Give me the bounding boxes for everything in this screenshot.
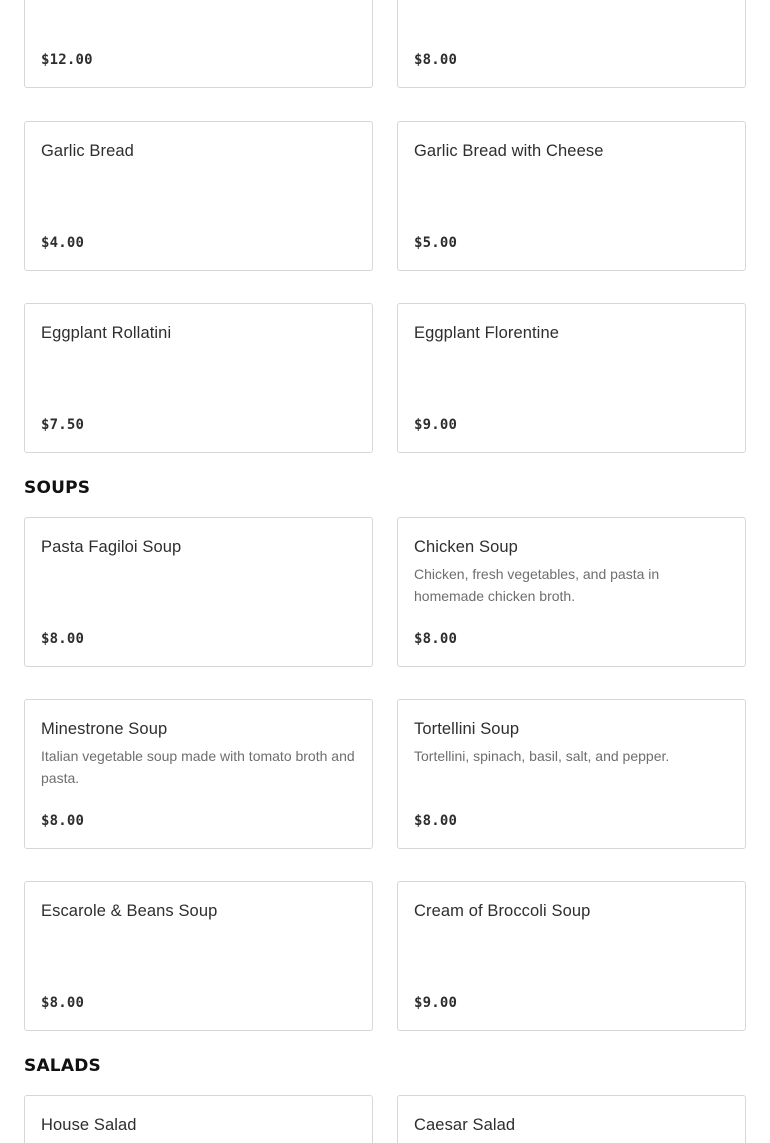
menu-item-card[interactable] <box>24 121 373 271</box>
menu-item-card[interactable] <box>24 699 373 849</box>
item-name: Pasta Fagiloi Soup <box>41 538 182 556</box>
menu-item-card[interactable] <box>24 0 373 88</box>
item-price: $8.00 <box>414 813 458 829</box>
item-name: Escarole & Beans Soup <box>41 902 218 920</box>
menu-item-card[interactable] <box>24 1095 373 1143</box>
item-description: Chicken, fresh vegetables, and pasta in homemade chicken broth. <box>414 566 660 604</box>
item-price: $8.00 <box>414 52 458 68</box>
item-name: Minestrone Soup <box>41 720 168 738</box>
menu-item-card[interactable] <box>397 517 746 667</box>
item-name: Cream of Broccoli Soup <box>414 902 591 920</box>
item-name: House Salad <box>41 1116 137 1134</box>
item-name: Caesar Salad <box>414 1116 516 1134</box>
item-price: $5.00 <box>414 235 458 251</box>
menu-item-card[interactable] <box>397 1095 746 1143</box>
item-name: Garlic Bread with Cheese <box>414 142 604 160</box>
menu-item-card[interactable] <box>397 881 746 1031</box>
item-price: $9.00 <box>414 417 458 433</box>
item-name: Chicken Soup <box>414 538 518 556</box>
menu-item-card[interactable] <box>397 121 746 271</box>
menu-item-card[interactable] <box>397 0 746 88</box>
menu-item-card[interactable] <box>397 699 746 849</box>
menu-item-card[interactable] <box>24 517 373 667</box>
item-price: $7.50 <box>41 417 85 433</box>
item-price: $12.00 <box>41 52 93 68</box>
item-price: $8.00 <box>41 995 85 1011</box>
item-description: Italian vegetable soup made with tomato broth and pasta. <box>41 748 355 786</box>
item-price: $9.00 <box>414 995 458 1011</box>
section-title-salads: SALADS <box>24 1056 101 1076</box>
menu-item-card[interactable] <box>24 303 373 453</box>
menu-item-card[interactable] <box>397 303 746 453</box>
item-name: Garlic Bread <box>41 142 134 160</box>
menu-item-card[interactable] <box>24 881 373 1031</box>
item-price: $8.00 <box>414 631 458 647</box>
item-description: Tortellini, spinach, basil, salt, and pepper. <box>414 748 670 764</box>
item-name: Tortellini Soup <box>414 720 520 738</box>
item-price: $8.00 <box>41 813 85 829</box>
item-name: Eggplant Rollatini <box>41 324 172 342</box>
item-name: Eggplant Florentine <box>414 324 559 342</box>
item-price: $8.00 <box>41 631 85 647</box>
section-title-soups: SOUPS <box>24 478 91 498</box>
item-price: $4.00 <box>41 235 85 251</box>
